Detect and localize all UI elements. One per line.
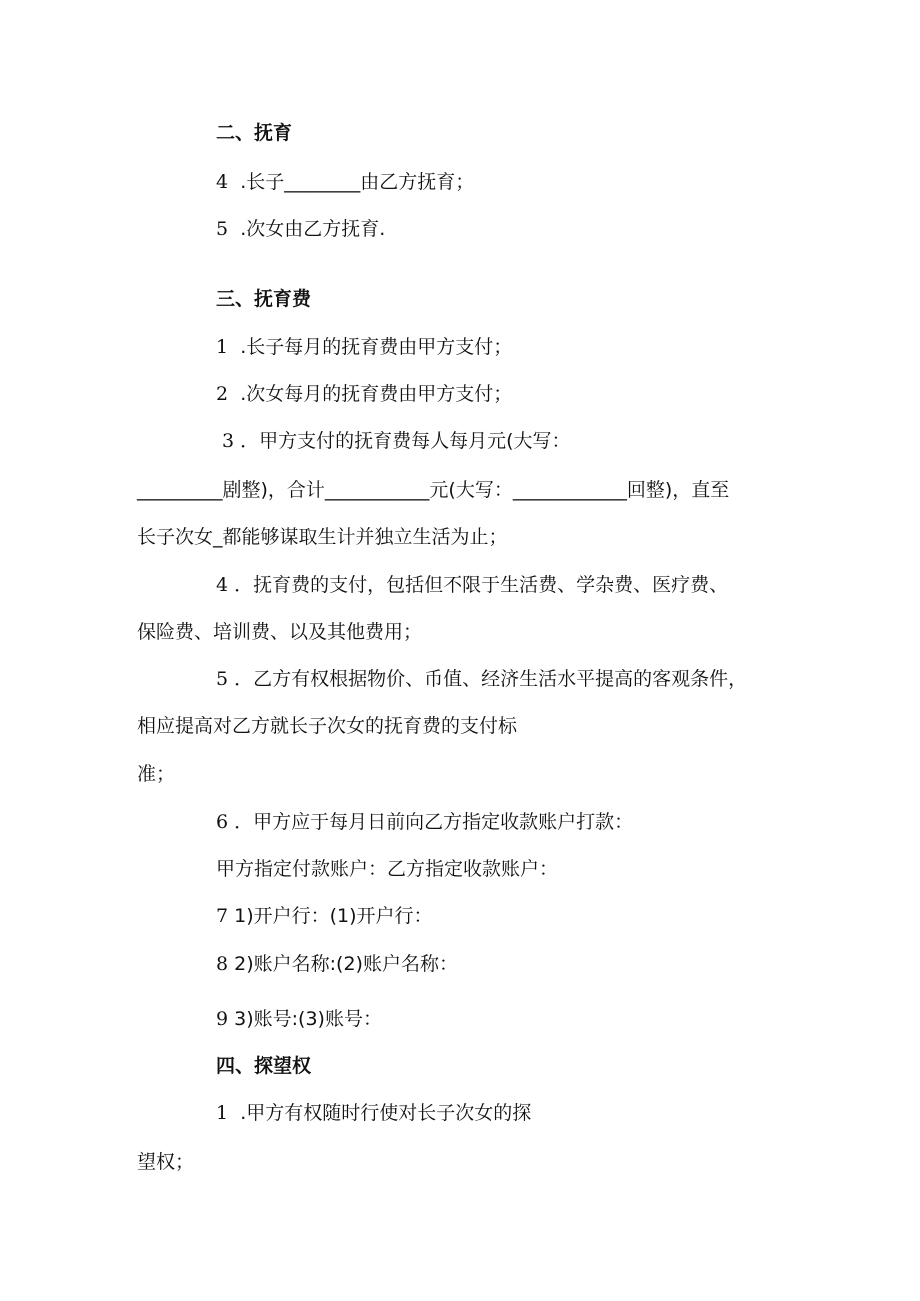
clause-text: ．甲方支付的抚育费每人每月元(大写：	[240, 430, 571, 452]
clause-line	[216, 950, 458, 978]
clause-number: 3	[222, 430, 235, 452]
clause-text: ．甲方应于每月日前向乙方指定收款账户打款：	[234, 811, 634, 833]
clause-number: 1	[216, 1102, 229, 1124]
account-header-line: 甲方指定付款账户：乙方指定收款账户：	[216, 858, 559, 880]
section-heading-tanwangquan: 四、探望权	[216, 1055, 312, 1077]
clause-continuation: 长子次女_都能够谋取生计并独立生活为止；	[137, 526, 508, 548]
clause-text: 1)开户行：(1)开户行：	[234, 905, 433, 927]
clause-text: .长子每月的抚育费由甲方支付；	[240, 336, 513, 358]
clause-number: 8	[216, 953, 229, 975]
clause-number: 2	[216, 383, 229, 405]
clause-continuation: 望权；	[137, 1151, 195, 1173]
clause-continuation: _________剧整)，合计___________元(大写：____________回整)，直至	[137, 479, 730, 501]
clause-number: 5	[216, 668, 229, 690]
clause-line	[216, 168, 474, 196]
clause-line	[216, 902, 433, 930]
clause-continuation: 保险费、培训费、以及其他费用；	[137, 621, 423, 643]
clause-text: 3)账号:(3)账号：	[234, 1008, 382, 1030]
section-heading-fuyufei: 三、抚育费	[216, 288, 312, 310]
clause-number: 5	[216, 218, 229, 240]
section-heading-fuyu: 二、抚育	[216, 122, 293, 144]
clause-number: 4	[216, 171, 229, 193]
clause-number: 4	[216, 574, 229, 596]
clause-line	[216, 1005, 382, 1033]
clause-line	[216, 1099, 531, 1127]
clause-text: ．抚育费的支付，包括但不限于生活费、学杂费、医疗费、	[234, 574, 729, 596]
clause-text: .次女由乙方抚育.	[240, 218, 386, 240]
clause-line	[216, 380, 512, 408]
clause-text: ．乙方有权根据物价、币值、经济生活水平提高的客观条件，	[234, 668, 748, 690]
clause-line	[216, 571, 728, 599]
clause-number: 9	[216, 1008, 229, 1030]
clause-line	[216, 333, 512, 361]
clause-line	[216, 215, 385, 243]
clause-line	[216, 665, 747, 693]
clause-number: 1	[216, 336, 229, 358]
clause-number: 6	[216, 811, 229, 833]
clause-line	[222, 427, 571, 455]
clause-continuation: 相应提高对乙方就长子次女的抚育费的支付标	[137, 715, 518, 737]
clause-text: .长子________由乙方抚育；	[240, 171, 475, 193]
clause-text: .次女每月的抚育费由甲方支付；	[240, 383, 513, 405]
clause-number: 7	[216, 905, 229, 927]
clause-text: 2)账户名称:(2)账户名称：	[234, 953, 458, 975]
clause-line	[216, 808, 633, 836]
clause-continuation: 准；	[137, 763, 176, 785]
clause-text: .甲方有权随时行使对长子次女的探	[240, 1102, 532, 1124]
